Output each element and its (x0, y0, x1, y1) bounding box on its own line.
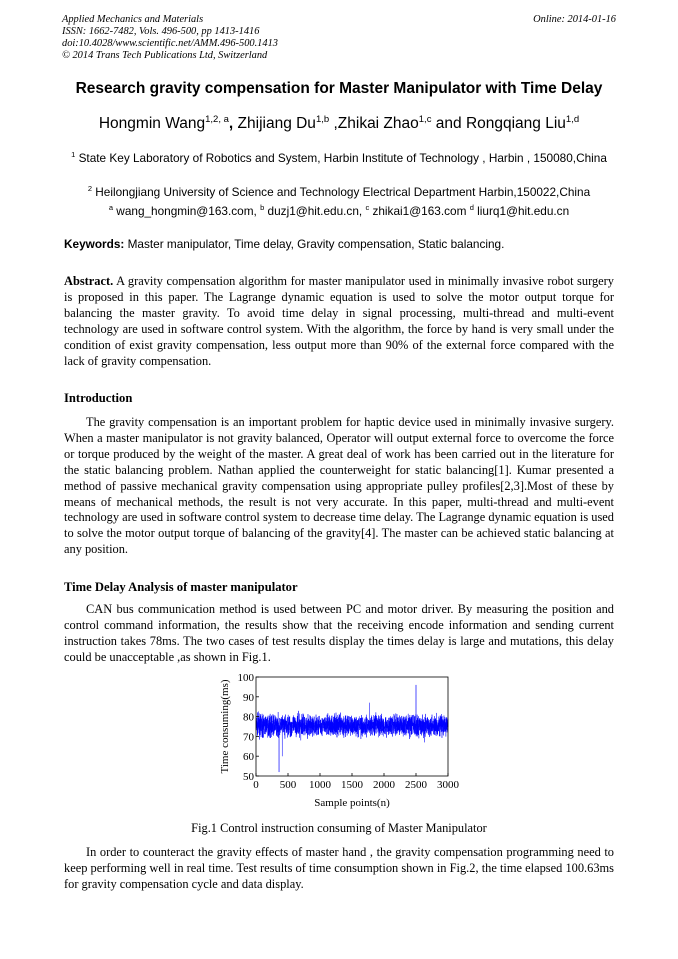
email-sup: a (108, 203, 114, 212)
author-name: Zhijiang Du (237, 115, 316, 133)
affiliation-1 (64, 146, 614, 167)
x-tick-label: 2500 (405, 779, 427, 791)
affiliation-text: Heilongjiang University of Science and Technology Electrical Department Harbin,150022,China (95, 184, 591, 199)
doi: doi:10.4028/www.scientific.net/AMM.496-500.1413 (62, 38, 278, 49)
paper-title: Research gravity compensation for Master Manipulator with Time Delay (75, 80, 603, 97)
author-name: Zhikai Zhao (337, 115, 419, 133)
affiliation-sup: 1 (71, 150, 76, 159)
y-tick-label: 100 (237, 672, 254, 684)
keywords (64, 237, 504, 251)
journal-name: Applied Mechanics and Materials (62, 14, 204, 25)
x-tick-label: 2000 (373, 779, 395, 791)
x-tick-label: 1000 (309, 779, 331, 791)
affiliation-sup: 2 (87, 184, 92, 193)
abstract (64, 274, 614, 369)
x-axis-label: Sample points(n) (314, 797, 390, 809)
y-tick-label: 70 (243, 731, 254, 744)
email-sup: d (469, 203, 474, 212)
y-axis-label: Time consuming(ms) (219, 679, 231, 774)
author-list (0, 114, 678, 133)
author-separator: , (329, 115, 338, 133)
section-heading-introduction: Introduction (64, 391, 133, 405)
email-address: wang_hongmin@163.com, (116, 203, 261, 218)
time-delay-text: CAN bus communication method is used between PC and motor driver. By measuring the position and control command information, the results show that the receiving encode information and sending current instruction takes 78ms. The two cases of test results display the times delay is large and mutations, this delay could be unacceptable ,as shown in Fig.1. (64, 602, 614, 664)
y-tick-label: 60 (243, 751, 254, 764)
email-sup: b (260, 203, 265, 212)
y-tick-label: 90 (243, 691, 254, 704)
series-line (256, 685, 448, 772)
x-tick-label: 0 (253, 779, 259, 791)
author-separator: and (431, 115, 466, 133)
y-tick-label: 80 (243, 711, 254, 724)
introduction-text: The gravity compensation is an important problem for haptic device used in minimally invasive surgery. When a master manipulator is not gravity balanced, Operator will output external force to overcome the force or torque produced by the weight of the master. A great deal of work has been carried out in the literature for the static balancing problem. Nathan applied the counterweight for static balancing[1]. Kumar presented a method of passive mechanical gravity compensation using appropriate pulley profiles[2,3].Most of these by means of mechanical methods, the result is not very accurate. In this paper, multi-thread and multi-event technology are used in software control system to decrease time delay. The Lagrange dynamic equation is used to solve the motor output torque of balancing of the gravity[4]. The master can be achieved static balancing at any position. (64, 415, 614, 557)
closing-paragraph: In order to counteract the gravity effects of master hand , the gravity compensation programming need to keep performing well in real time. Test results of time consumption shown in Fig.2, the time elapsed 100.63ms for gravity compensation cycle and data display. (64, 845, 614, 891)
journal-header (62, 14, 278, 62)
affiliation-text: State Key Laboratory of Robotics and System, Harbin Institute of Technology , Harbin , 150080,China (78, 150, 607, 165)
online-date: Online: 2014-01-16 (533, 14, 616, 25)
author-name: Rongqiang Liu (465, 115, 566, 133)
section-heading-time-delay: Time Delay Analysis of master manipulator (64, 580, 298, 594)
keywords-label: Keywords: (64, 237, 125, 251)
email-address: zhikai1@163.com (372, 203, 470, 218)
copyright: © 2014 Trans Tech Publications Ltd, Switzerland (62, 50, 268, 61)
affiliation-2 (50, 180, 628, 201)
abstract-label: Abstract. (64, 274, 114, 288)
x-tick-label: 500 (279, 779, 297, 791)
keywords-text: Master manipulator, Time delay, Gravity compensation, Static balancing. (124, 237, 505, 251)
y-tick-label: 50 (243, 771, 254, 783)
author-sup: 1,b (315, 114, 330, 125)
author-sup: 1,c (418, 114, 432, 125)
author-sup: 1,d (565, 114, 580, 125)
abstract-text: A gravity compensation algorithm for master manipulator used in minimally invasive robot surgery is proposed in this paper. The Lagrange dynamic equation is used to solve the motor output torque for balancing the master gravity. To avoid time delay in signal processing, multi-thread and multi-event technology are used in software control system. With the algorithm, the force by hand is very small under the condition of exist gravity compensation, less output more than 90% of the external force compared with the lack of gravity compensation. (64, 274, 614, 368)
author-name: Hongmin Wang (98, 115, 206, 133)
email-address: duzj1@hit.edu.cn, (267, 203, 366, 218)
issn: ISSN: 1662-7482, Vols. 496-500, pp 1413-1416 (62, 26, 260, 37)
time-consuming-chart (216, 672, 466, 817)
figure-caption: Fig.1 Control instruction consuming of Master Manipulator (191, 821, 487, 835)
author-emails (0, 203, 678, 218)
email-address: liurq1@hit.edu.cn (477, 203, 570, 218)
email-sup: c (365, 203, 370, 212)
author-separator: , (228, 115, 238, 133)
x-tick-label: 3000 (437, 779, 459, 791)
author-sup: 1,2, a (205, 114, 229, 125)
x-tick-label: 1500 (341, 779, 363, 791)
